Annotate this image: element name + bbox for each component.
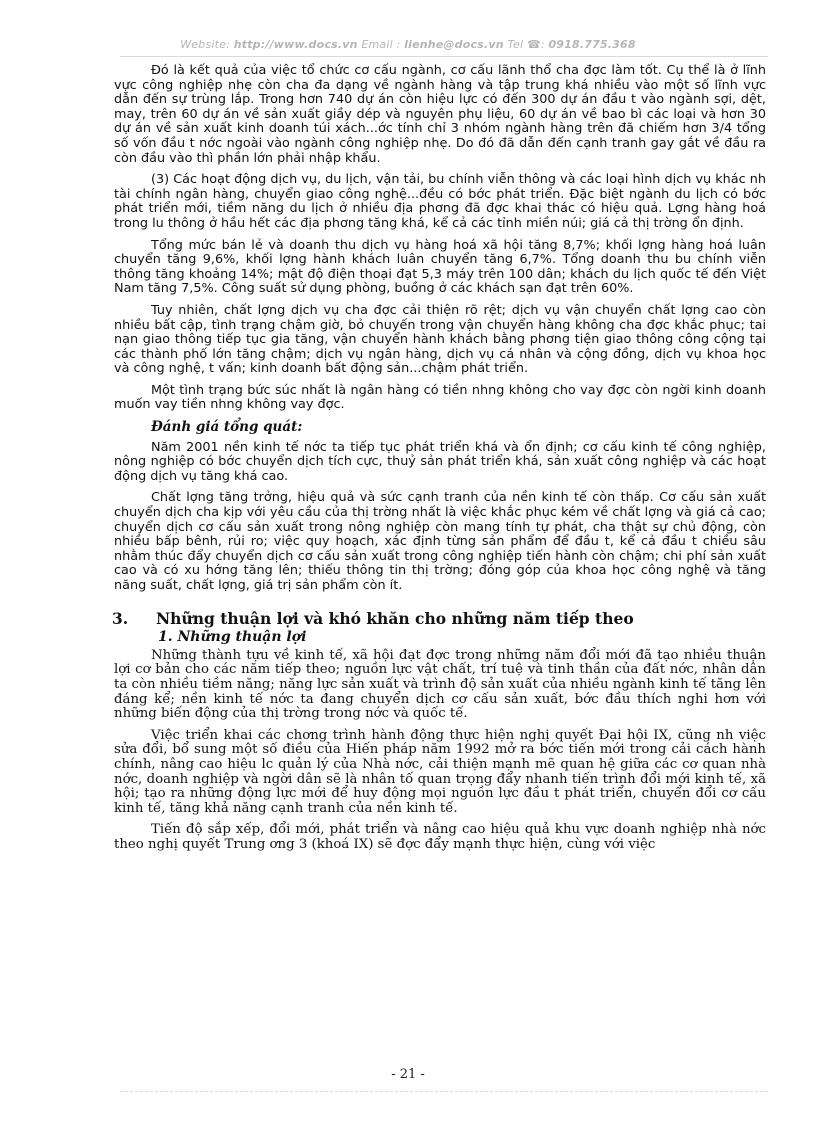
assessment-heading: Đánh giá tổng quát: [151, 419, 303, 436]
section-number: 3. [112, 608, 129, 628]
paragraph: Một tình trạng bức súc nhất là ngân hàng có tiền nhng không cho vay đợc còn ngời kinh doanh muốn vay tiền nhng không vay đợc. [114, 382, 766, 413]
header-divider [120, 56, 768, 57]
section-title: Những thuận lợi và khó khăn cho những năm tiếp theo [156, 608, 634, 628]
paragraph: Việc triển khai các chơng trình hành động thực hiện nghị quyết Đại hội IX, cũng nh việc sửa đổi, bổ sung một số điều của Hiến pháp năm 1992 mở ra bớc tiến mới trong cải cách hành chính, nâng cao hiệu lc quản lý của Nhà nớc, cải thiện mạnh mẽ quan hệ giữa các cơ quan nhà nớc, doanh nghiệp và ngời dân sẽ là nhân tố quan trọng đẩy nhanh tiến trình đổi mới kinh tế, xã hội; tạo ra những động lực mới để huy động mọi nguồn lực đầu t phát triển, chuyển đổi cơ cấu kinh tế, tăng khả năng cạnh tranh của nền kinh tế. [114, 727, 766, 816]
document-body [114, 64, 766, 860]
subsection-heading: 1. Những thuận lợi [158, 629, 307, 646]
paragraph: Năm 2001 nền kinh tế nớc ta tiếp tục phát triển khá và ổn định; cơ cấu kinh tế công nghiệp, nông nghiệp có bớc chuyển dịch tích cực, thuỷ sản phát triển khá, sản xuất công nghiệp và các hoạt động dịch vụ tăng khá cao. [114, 439, 766, 484]
paragraph: Những thành tựu về kinh tế, xã hội đạt đợc trong những năm đổi mới đã tạo nhiều thuận lợi cơ bản cho các năm tiếp theo; nguồn lực vật chất, trí tuệ và tinh thần của đất nớc, nhân dân ta còn nhiều tiềm năng; năng lực sản xuất và trình độ sản xuất của nhiều ngành kinh tế tăng lên đáng kể; nền kinh tế nớc ta đang chuyển dịch cơ cấu sản xuất, bớc đầu thích nghi hơn với những biến động của thị trờng trong nớc và quốc tế. [114, 647, 766, 722]
paragraph: Chất lợng tăng trởng, hiệu quả và sức cạnh tranh của nền kinh tế còn thấp. Cơ cấu sản xuất chuyển dịch cha kịp với yêu cầu của thị trờng nhất là việc khắc phục kém về chất lợng và giá cả cao; chuyển dịch cơ cấu sản xuất trong nông nghiệp còn mang tính tự phát, cha thật sự chủ động, còn nhiều bấp bênh, rủi ro; việc quy hoạch, xác định từng sản phẩm để đầu t, kể cả đầu t chiều sâu nhằm thúc đẩy chuyển dịch cơ cấu sản xuất trong công nghiệp tiến hành còn chậm; chi phí sản xuất cao và có xu hớng tăng lên; thiếu thông tin thị trờng; đóng góp của khoa học công nghệ và tăng năng suất, chất lợng, giá trị sản phẩm còn ít. [114, 490, 766, 593]
paragraph: Tổng mức bán lẻ và doanh thu dịch vụ hàng hoá xã hội tăng 8,7%; khối lợng hàng hoá luân chuyển tăng 9,6%, khối lợng hành khách luân chuyển tăng 6,7%. Tổng doanh thu bu chính viễn thông tăng khoảng 14%; mật độ điện thoại đạt 5,3 máy trên 100 dân; khách du lịch quốc tế đến Việt Nam tăng 7,5%. Công suất sử dụng phòng, buồng ở các khách sạn đạt trên 60%. [114, 237, 766, 297]
email-label: Email : [357, 38, 405, 51]
paragraph: (3) Các hoạt động dịch vụ, du lịch, vận tải, bu chính viễn thông và các loại hình dịch vụ khác nh tài chính ngân hàng, chuyển giao công nghệ...đều có bớc phát triển. Đặc biệt ngành du lịch có bớc phát triển mới, tiềm năng du lịch ở nhiều địa phơng đã đợc khai thác có hiệu quả. Lợng hàng hoá trong lu thông ở hầu hết các địa phơng tăng khá, kể cả các tỉnh miền núi; giá cả thị trờng ổn định. [114, 172, 766, 231]
section-heading [112, 608, 766, 628]
website-label: Website: [180, 38, 234, 51]
tel-label: Tel ☎: [503, 38, 549, 51]
tel-number: 0918.775.368 [548, 38, 636, 51]
email-link[interactable]: lienhe@docs.vn [404, 38, 504, 51]
page-header [0, 38, 816, 51]
paragraph: Tiến độ sắp xếp, đổi mới, phát triển và nâng cao hiệu quả khu vực doanh nghiệp nhà nớc theo nghị quyết Trung ơng 3 (khoá IX) sẽ đợc đẩy mạnh thực hiện, cùng với việc [114, 822, 766, 852]
paragraph: Đó là kết quả của việc tổ chức cơ cấu ngành, cơ cấu lãnh thổ cha đợc làm tốt. Cụ thể là ở lĩnh vực công nghiệp nhẹ còn cha đa dạng về ngành hàng và tập trung khá nhiều vào một số lĩnh vực dẫn đến sự trùng lắp. Trong hơn 740 dự án còn hiệu lực có đến 300 dự án đầu t vào ngành sợi, dệt, may, trên 60 dự án về sản xuất giầy dép và nguyên phụ liệu, 60 dự án về bao bì các loại và hơn 30 dự án về sản xuất kinh doanh túi xách...ớc tính chỉ 3 nhóm ngành hàng trên đã chiếm hơn 3/4 tổng số vốn đầu t nớc ngoài vào ngành công nghiệp nhẹ. Do đó đã dẫn đến cạnh tranh gay gắt về đầu ra còn đầu vào thì phần lớn phải nhập khẩu. [114, 63, 766, 166]
footer-divider [120, 1091, 768, 1092]
paragraph: Tuy nhiên, chất lợng dịch vụ cha đợc cải thiện rõ rệt; dịch vụ vận chuyển chất lợng cao còn nhiều bất cập, tình trạng chậm giờ, bỏ chuyến trong vận chuyển hàng không cha đợc khắc phục; tai nạn giao thông tiếp tục gia tăng, vận chuyển hành khách bằng phơng tiện giao thông công cộng tại các thành phố lớn tăng chậm; dịch vụ ngân hàng, dịch vụ cá nhân và cộng đồng, dịch vụ khoa học và công nghệ, t vấn; kinh doanh bất động sản...chậm phát triển. [114, 302, 766, 377]
page-number: - 21 - [391, 1067, 425, 1082]
website-link[interactable]: http://www.docs.vn [233, 38, 358, 51]
